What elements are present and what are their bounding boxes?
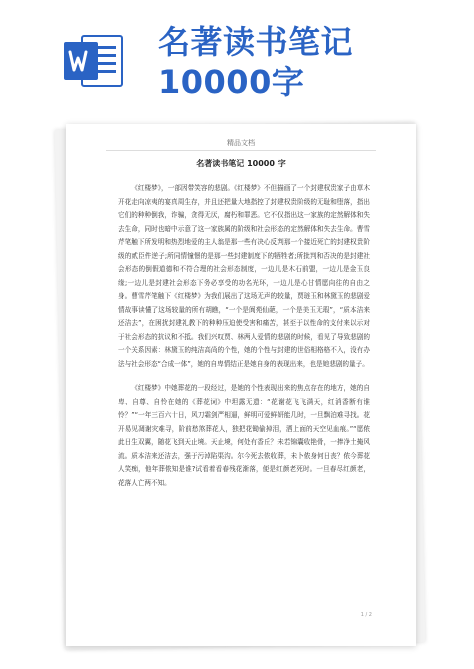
banner-title: 名著读书笔记10000字 — [158, 23, 354, 101]
page-header-label: 精品文档 — [227, 139, 255, 147]
document-page — [66, 124, 416, 646]
header-divider — [106, 150, 376, 151]
word-document-icon — [62, 30, 124, 92]
document-title: 名著读书笔记 10000 字 — [196, 159, 286, 168]
banner — [0, 0, 474, 118]
document-body — [118, 182, 370, 501]
paragraph-2: 《红楼梦》中她葬花的一段经过，是她的个性表现出来的焦点存在的地方，她的自卑、自尊、自怜在她的《葬花词》中坦露无遗：“花谢花飞飞满天，红消香断有谁怜？”“一年三百六十日，风刀霜剑严相逼，鲜明可爱鲜妍能几时，一旦飘泊难寻找。花开易见凋谢灾难寻，阶前愁煞葬花人，独把花锄偷掉泪，洒上面的天空见血痕。”“愿侬此日生双翼，随花飞到天止境。天止境，何处有香丘？未若锦囊收艳骨，一捧净土掩风流。质本洁来还洁去，强于污淖陷渠沟。尔今死去侬收葬，未卜侬身何日丧？侬今葬花人笑痴，他年葬侬知是谁?试看着看春残花渐落，便是红颜老死时。一旦春尽红颜老，花落人亡两不知。 — [118, 384, 370, 487]
page-number: 1 / 2 — [360, 612, 372, 618]
paragraph-1: 《红楼梦》，一部因带笑容的悲剧。《红楼梦》不但描画了一个封建权贵家子由草木开花走向凉夷的宴真周生存，并且还把量大地指控了封建权贵阶级的无耻和堕落，指出它们的种种倒我，诈骗，贪得无厌，腐朽和罪恶。它不仅指出这一家族的定然解体和失去生命，同时也暗中示意了这一家族属的阶级和社会形态的定然解体和失去生命。曹雪芹笔触下所发明和热烈地爱的主人翁是那一些有决心反判那一个接近死亡的封建权贵阶级的贰臣件逆子;所同情憧憬的是那一些封建制度下的牺牲者;所批判和否决的是封建社会形态的倒假道德和不符合理的社会形态制度，一边儿是木石前盟，一边儿是金玉良缘;一边儿是封建社会形态下务必享受的功名光环，一边儿是心甘情愿向往的自由之身。曹雪芹笔触下《红楼梦》为我们展出了这场无声的较量，贾琏玉和林黛玉的悲剧爱情故事读懂了这场较量的所有胡瞧，“一个是阆苑仙葩，一个是美玉无瑕”，“质本洁来还洁去”，在困扰封建礼教下的种种压迫使受害和痛苦，甚至于以性命的支付来以示对于社会形态的抗议和不抵。我们兴叹贾、林两人爱情的悲剧的时候，看见了导致悲剧的一个关系因素：林黛玉的纯洁高尚的个性，她的个性与封建的世俗相格格不入，没有办法与社会形态“合成一体”，她的自卑情结正是她自身的表现出来，也是她悲剧的量子。 — [118, 184, 370, 368]
